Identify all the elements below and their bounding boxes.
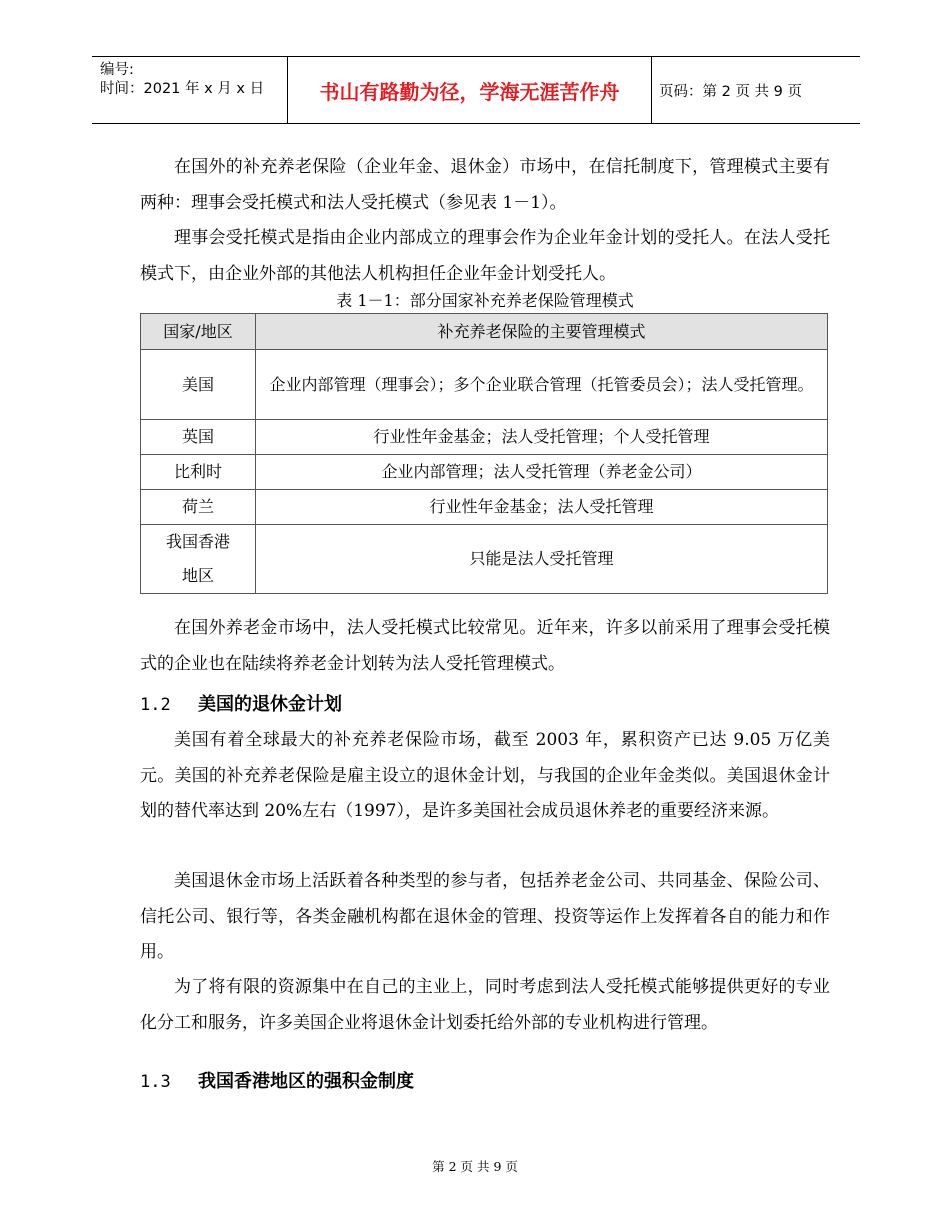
table-cell-mode: 企业内部管理；法人受托管理（养老金公司） xyxy=(256,455,828,490)
table-row xyxy=(141,350,828,420)
paragraph-5: 美国退休金市场上活跃着各种类型的参与者，包括养老金公司、共同基金、保险公司、信托公司、银行等，各类金融机构都在退休金的管理、投资等运作上发挥着各自的能力和作用。 xyxy=(140,871,830,962)
paragraph-4: 美国有着全球最大的补充养老保险市场，截至 2003 年，累积资产已达 9.05 万亿美元。美国的补充养老保险是雇主设立的退休金计划，与我国的企业年金类似。美国退休金计划的替代率达到 20%左右（1997），是许多美国社会成员退休养老的重要经济来源。 xyxy=(140,730,830,821)
management-mode-table xyxy=(140,313,828,594)
page-header xyxy=(92,56,860,124)
table-header-country: 国家/地区 xyxy=(141,314,256,350)
section-heading-1-2 xyxy=(140,690,342,720)
section-number: 1.3 xyxy=(140,1072,171,1092)
table-cell-country: 英国 xyxy=(141,420,256,455)
table-row xyxy=(141,420,828,455)
table-cell-country: 我国香港地区 xyxy=(141,525,256,594)
section-title: 美国的退休金计划 xyxy=(198,694,342,715)
table-cell-country: 比利时 xyxy=(141,455,256,490)
page-footer: 第 2 页 共 9 页 xyxy=(432,1159,518,1174)
paragraph-2: 理事会受托模式是指由企业内部成立的理事会作为企业年金计划的受托人。在法人受托模式下，由企业外部的其他法人机构担任企业年金计划受托人。 xyxy=(140,228,830,284)
table-row xyxy=(141,455,828,490)
time-label: 时间：2021 年 x 月 x 日 xyxy=(100,81,265,97)
table-row xyxy=(141,490,828,525)
section-heading-1-3 xyxy=(140,1067,414,1097)
table-cell-country: 美国 xyxy=(141,350,256,420)
table-header-mode: 补充养老保险的主要管理模式 xyxy=(256,314,828,350)
table-row xyxy=(141,525,828,594)
table-header-row xyxy=(141,314,828,350)
header-meta xyxy=(100,61,285,99)
table-cell-mode: 行业性年金基金；法人受托管理 xyxy=(256,490,828,525)
section-title: 我国香港地区的强积金制度 xyxy=(198,1071,414,1092)
table-cell-mode: 只能是法人受托管理 xyxy=(256,525,828,594)
table-caption: 表 1－1：部分国家补充养老保险管理模式 xyxy=(336,291,634,310)
paragraph-3: 在国外养老金市场中，法人受托模式比较常见。近年来，许多以前采用了理事会受托模式的企业也在陆续将养老金计划转为法人受托管理模式。 xyxy=(140,618,830,674)
table-cell-country: 荷兰 xyxy=(141,490,256,525)
serial-label: 编号: xyxy=(100,62,134,78)
header-page-info: 页码：第 2 页 共 9 页 xyxy=(659,83,802,100)
table-cell-mode: 企业内部管理（理事会）；多个企业联合管理（托管委员会）；法人受托管理。 xyxy=(256,350,828,420)
paragraph-6: 为了将有限的资源集中在自己的主业上，同时考虑到法人受托模式能够提供更好的专业化分工和服务，许多美国企业将退休金计划委托给外部的专业机构进行管理。 xyxy=(140,977,830,1033)
paragraph-1: 在国外的补充养老保险（企业年金、退休金）市场中，在信托制度下，管理模式主要有两种：理事会受托模式和法人受托模式（参见表 1－1）。 xyxy=(140,157,830,213)
header-motto: 书山有路勤为径，学海无涯苦作舟 xyxy=(287,57,652,123)
table-cell-mode: 行业性年金基金；法人受托管理；个人受托管理 xyxy=(256,420,828,455)
section-number: 1.2 xyxy=(140,695,171,715)
